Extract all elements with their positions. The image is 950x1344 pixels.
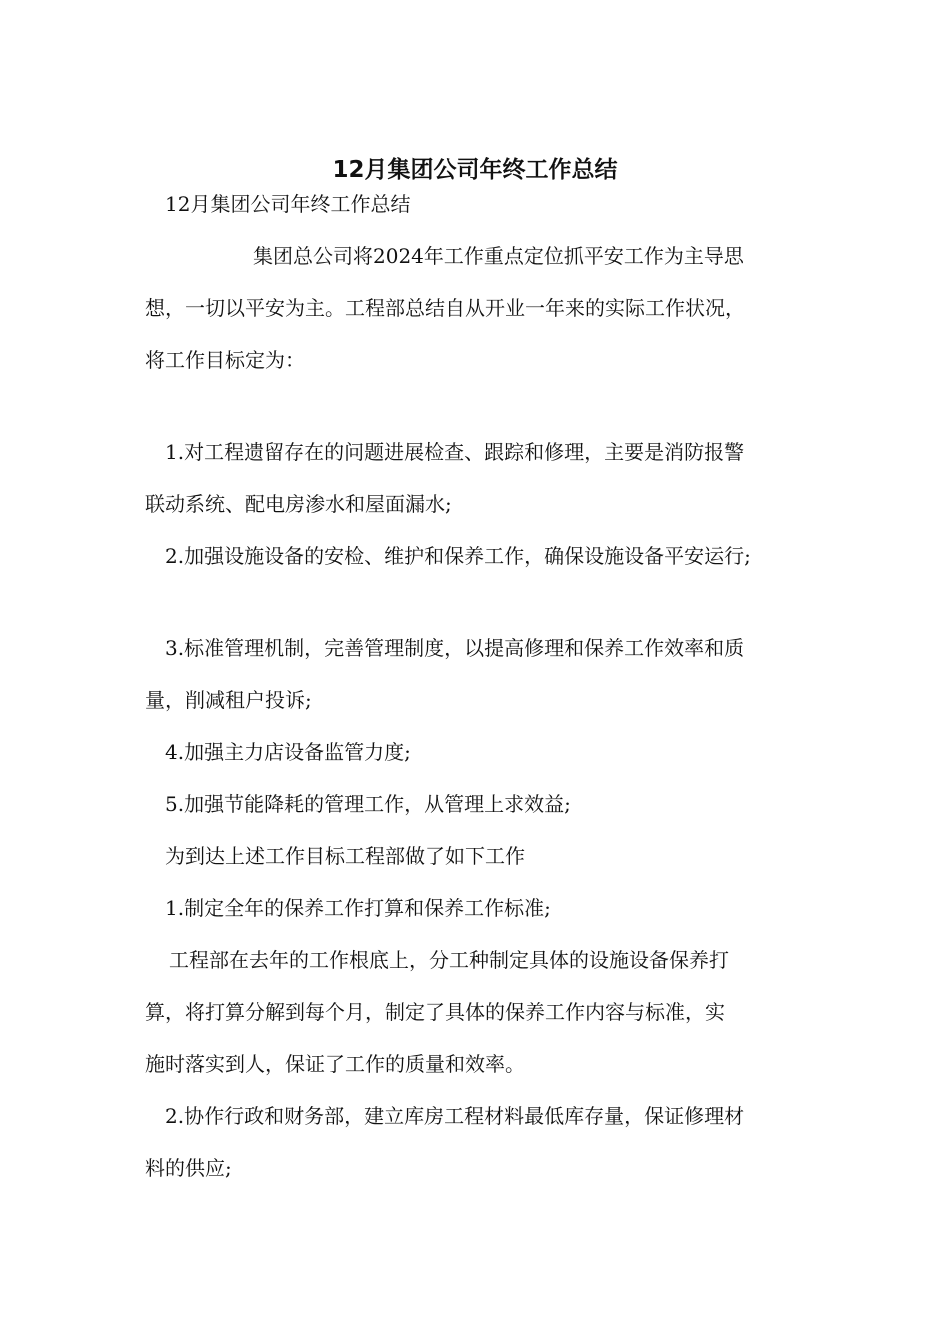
body-line: 4.加强主力店设备监管力度; xyxy=(165,740,411,764)
body-line: 2.协作行政和财务部，建立库房工程材料最低库存量，保证修理材 xyxy=(165,1104,745,1128)
body-line: 12月集团公司年终工作总结 xyxy=(165,192,411,216)
body-line: 施时落实到人，保证了工作的质量和效率。 xyxy=(145,1052,525,1076)
body-line: 工程部在去年的工作根底上，分工种制定具体的设施设备保养打 xyxy=(169,948,729,972)
body-line: 量，削减租户投诉; xyxy=(145,688,312,712)
body-line: 联动系统、配电房渗水和屋面漏水; xyxy=(145,492,452,516)
body-line: 算，将打算分解到每个月，制定了具体的保养工作内容与标准，实 xyxy=(145,1000,725,1024)
body-line: 将工作目标定为： xyxy=(145,348,305,372)
body-line: 想，一切以平安为主。工程部总结自从开业一年来的实际工作状况， xyxy=(145,296,745,320)
body-line: 3.标准管理机制，完善管理制度，以提高修理和保养工作效率和质 xyxy=(165,636,745,660)
body-line: 集团总公司将2024年工作重点定位抓平安工作为主导思 xyxy=(253,244,744,268)
body-line: 2.加强设施设备的安检、维护和保养工作，确保设施设备平安运行; xyxy=(165,544,751,568)
body-line: 料的供应; xyxy=(145,1156,232,1180)
body-line: 5.加强节能降耗的管理工作，从管理上求效益; xyxy=(165,792,571,816)
document-title: 12月集团公司年终工作总结 xyxy=(332,157,618,183)
body-line: 为到达上述工作目标工程部做了如下工作 xyxy=(165,844,525,868)
body-line: 1.制定全年的保养工作打算和保养工作标准; xyxy=(165,896,551,920)
body-line: 1.对工程遗留存在的问题进展检查、跟踪和修理，主要是消防报警 xyxy=(165,440,745,464)
